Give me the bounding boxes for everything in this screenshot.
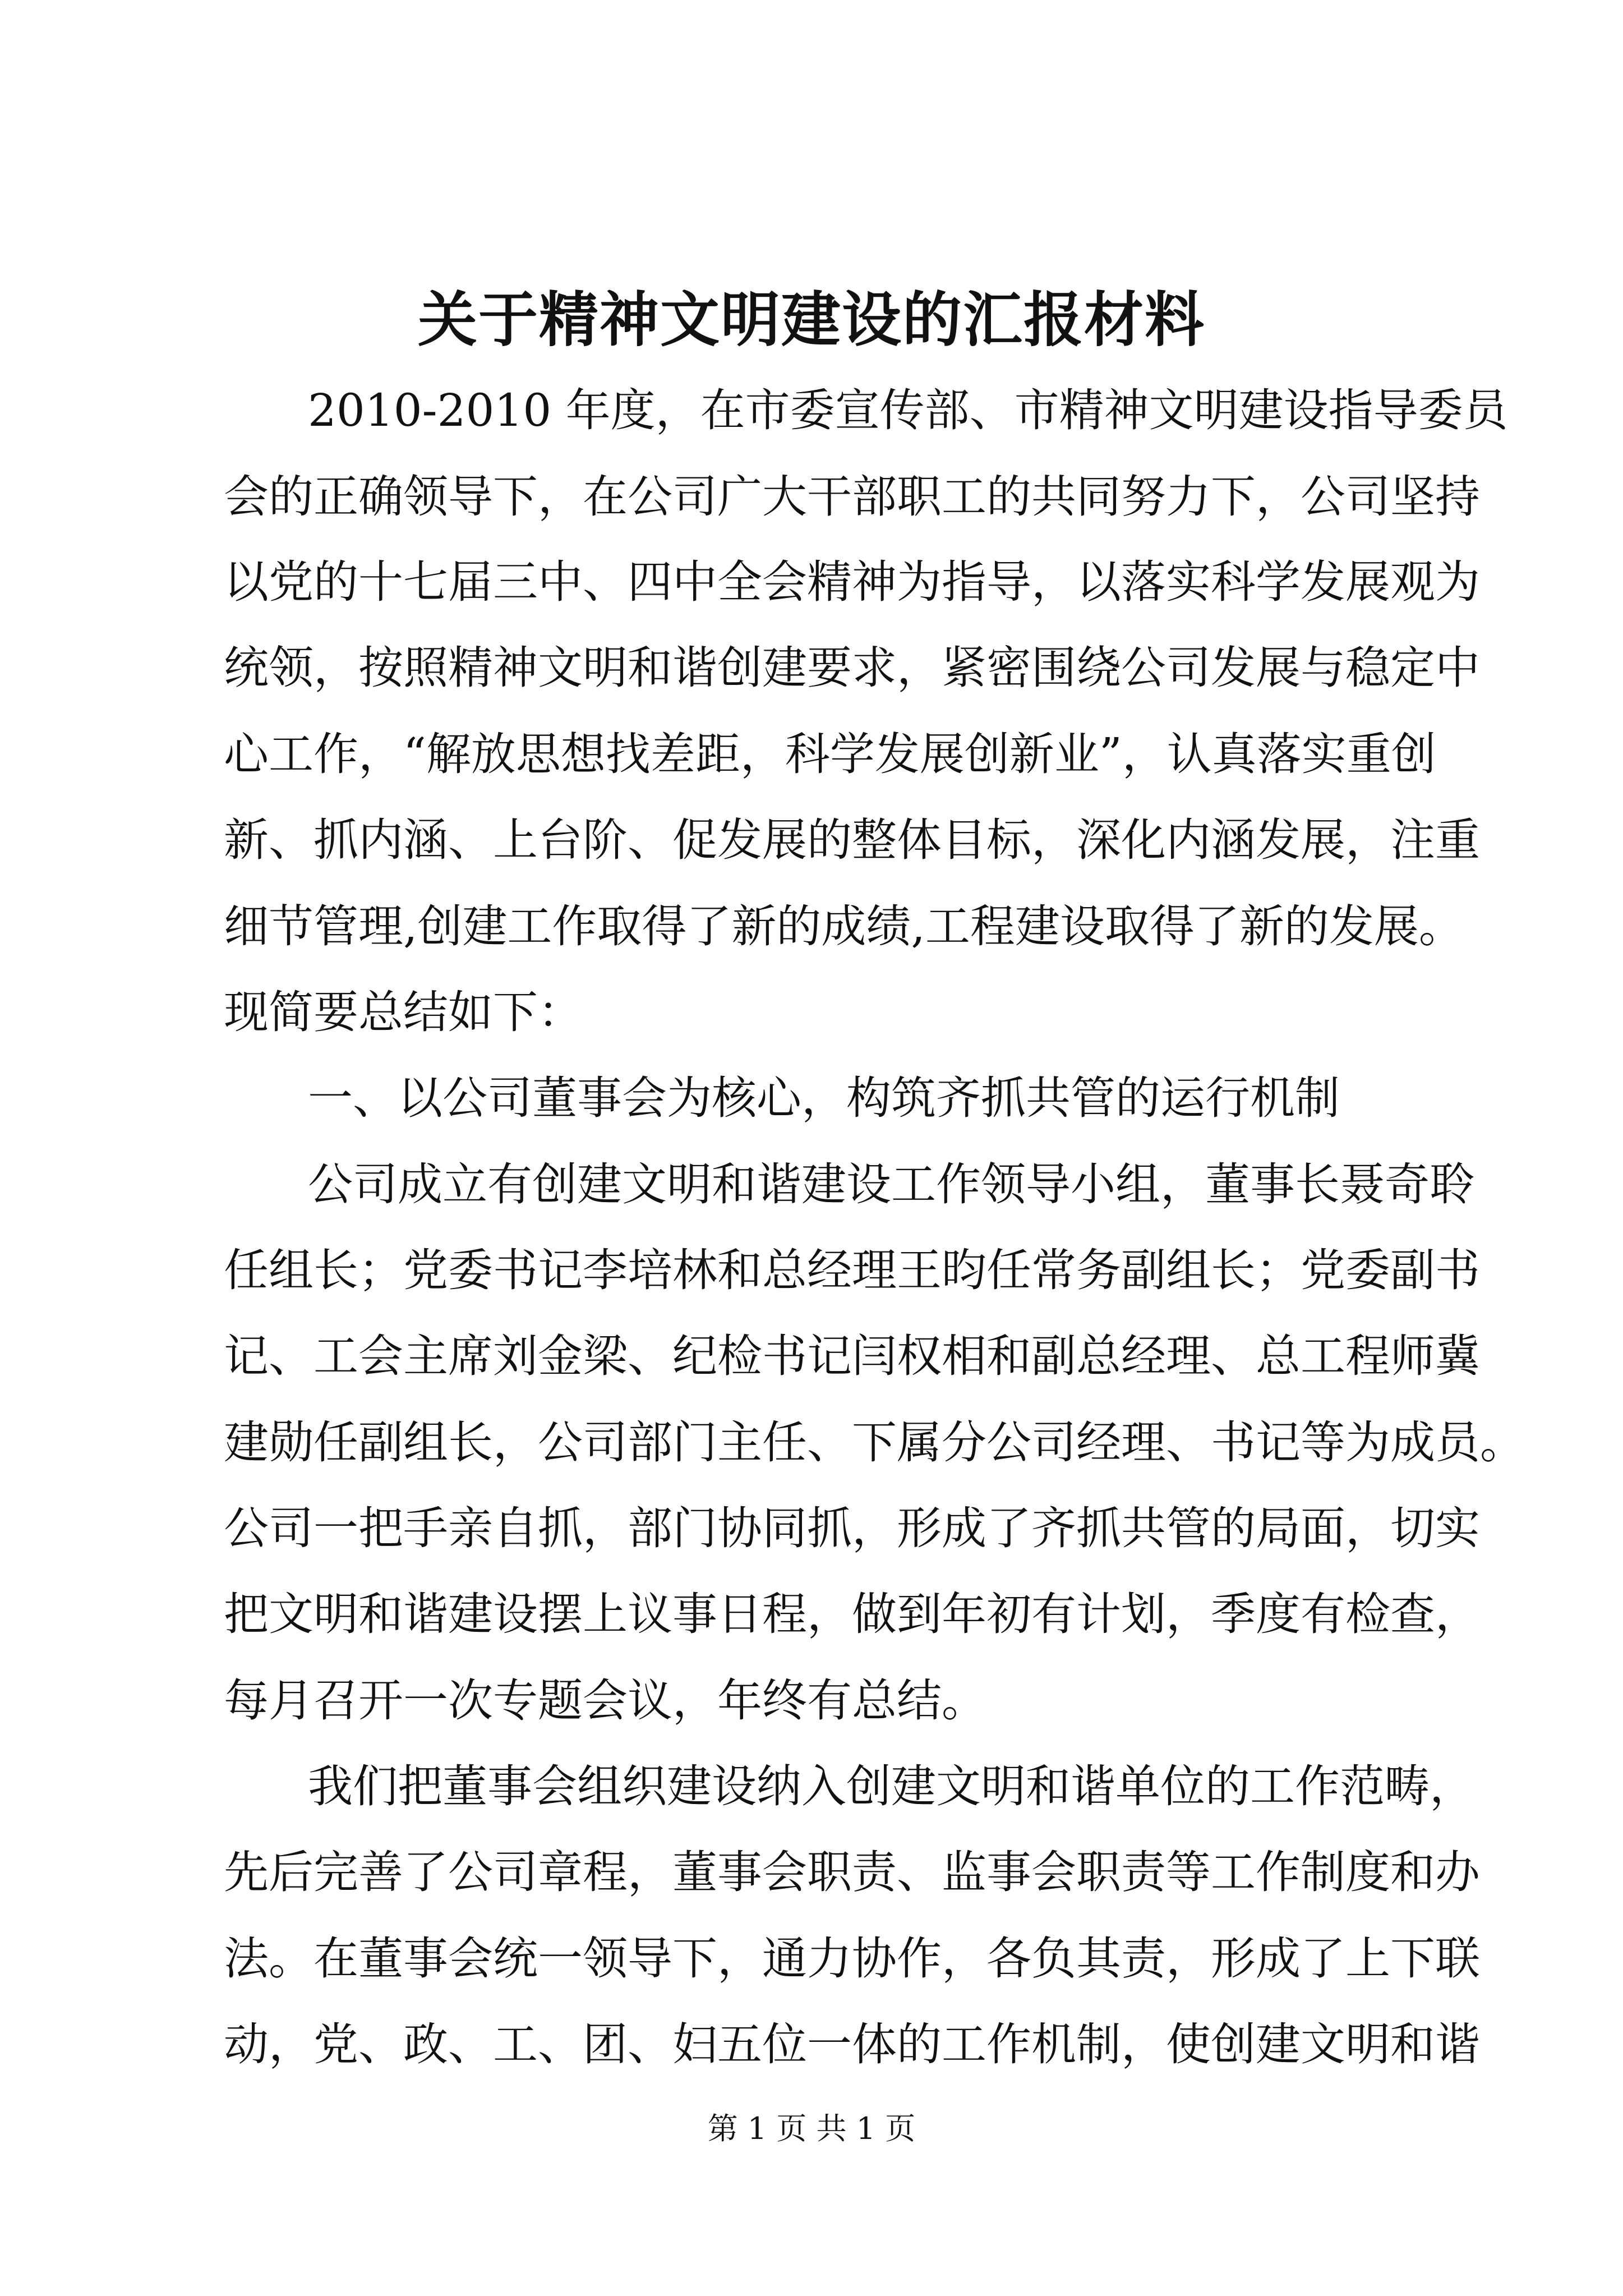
body-line: 记、工会主席刘金梁、纪检书记闫权相和副总经理、总工程师冀 [224, 1330, 1480, 1382]
body-line: 公司一把手亲自抓，部门协同抓，形成了齐抓共管的局面，切实 [224, 1502, 1480, 1554]
body-line: 建勋任副组长，公司部门主任、下属分公司经理、书记等为成员。 [224, 1416, 1525, 1469]
body-line: 先后完善了公司章程，董事会职责、监事会职责等工作制度和办 [224, 1846, 1480, 1898]
body-line: 现简要总结如下： [224, 986, 583, 1038]
body-line: 把文明和谐建设摆上议事日程，做到年初有计划，季度有检查， [224, 1588, 1480, 1640]
body-line: 法。在董事会统一领导下，通力协作，各负其责，形成了上下联 [224, 1932, 1480, 1985]
page-number: 第 1 页 共 1 页 [707, 2111, 916, 2146]
body-line: 动，党、政、工、团、妇五位一体的工作机制，使创建文明和谐 [224, 2018, 1480, 2070]
body-line: 以党的十七届三中、四中全会精神为指导，以落实科学发展观为 [224, 556, 1480, 608]
body-line: 会的正确领导下，在公司广大干部职工的共同努力下，公司坚持 [224, 471, 1480, 523]
body-line: 细节管理,创建工作取得了新的成绩,工程建设取得了新的发展。 [224, 900, 1464, 953]
body-line: 任组长；党委书记李培林和总经理王昀任常务副组长；党委副书 [224, 1244, 1480, 1296]
section-heading: 一、以公司董事会为核心，构筑齐抓共管的运行机制 [308, 1072, 1340, 1124]
document-title: 关于精神文明建设的汇报材料 [418, 284, 1205, 355]
body-line: 新、抓内涵、上台阶、促发展的整体目标，深化内涵发展，注重 [224, 814, 1480, 866]
body-line: 心工作，“解放思想找差距，科学发展创新业”，认真落实重创 [224, 728, 1436, 780]
body-line: 我们把董事会组织建设纳入创建文明和谐单位的工作范畴， [308, 1760, 1474, 1812]
body-line: 公司成立有创建文明和谐建设工作领导小组，董事长聂奇聆 [308, 1158, 1474, 1211]
body-line: 2010-2010 年度，在市委宣传部、市精神文明建设指导委员 [308, 384, 1508, 436]
body-line: 每月召开一次专题会议，年终有总结。 [224, 1674, 986, 1727]
body-line: 统领，按照精神文明和谐创建要求，紧密围绕公司发展与稳定中 [224, 642, 1480, 694]
